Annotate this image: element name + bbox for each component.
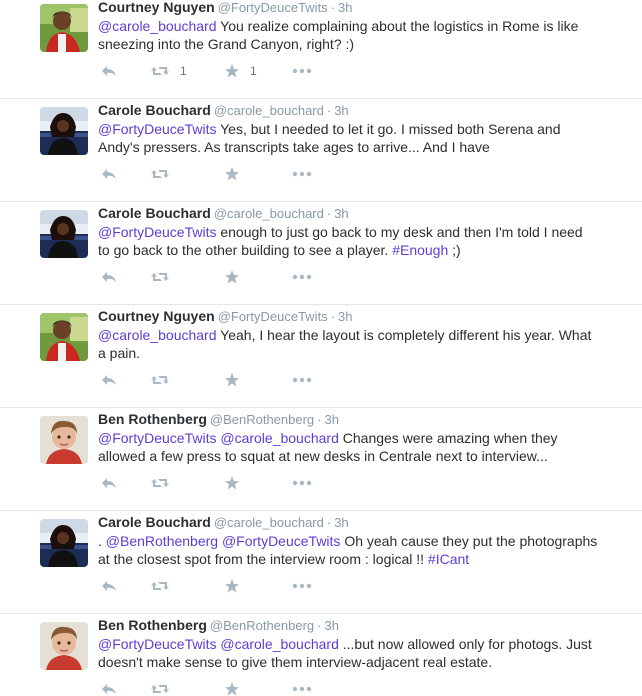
retweet-icon (150, 476, 170, 490)
avatar[interactable] (40, 416, 88, 464)
tweet-header (98, 616, 339, 635)
avatar[interactable] (40, 519, 88, 567)
more-options-icon (291, 67, 313, 75)
separator-dot: · (330, 0, 336, 15)
retweet-button[interactable] (150, 61, 187, 81)
text-segment: Andy's pressers. As transcripts take ages to arrive... And I have (98, 139, 490, 155)
reply-button[interactable] (100, 164, 118, 184)
tweet-actions (98, 267, 358, 287)
more-button[interactable] (291, 164, 313, 184)
tweet-header (98, 204, 349, 223)
more-button[interactable] (291, 370, 313, 390)
tweet-header (98, 0, 353, 17)
text-segment: enough to just go back to my desk and then I'm told I need (216, 224, 583, 240)
separator-dot: · (326, 103, 332, 118)
favorite-star-icon (224, 166, 240, 182)
mention-link[interactable]: @carole_bouchard (220, 636, 339, 652)
more-options-icon (291, 582, 313, 590)
tweet-text (98, 326, 608, 362)
tweet-header (98, 307, 353, 326)
reply-icon (100, 167, 118, 181)
avatar[interactable] (40, 107, 88, 155)
tweet-timestamp[interactable]: 3h (338, 309, 353, 324)
favorite-button[interactable] (224, 576, 240, 596)
mention-link[interactable]: @FortyDeuceTwits (221, 533, 341, 549)
avatar-photo (40, 4, 88, 52)
more-options-icon (291, 685, 313, 693)
separator-dot: · (326, 515, 332, 530)
text-segment: sneezing into the Grand Canyon, right? :) (98, 36, 355, 52)
more-button[interactable] (291, 576, 313, 596)
more-button[interactable] (291, 61, 313, 81)
retweet-icon (150, 167, 170, 181)
favorite-star-icon (224, 372, 240, 388)
retweet-button[interactable] (150, 370, 170, 390)
favorite-star-icon (224, 681, 240, 696)
tweet-item[interactable] (0, 202, 642, 305)
more-button[interactable] (291, 267, 313, 287)
favorite-count: 1 (250, 64, 257, 78)
more-options-icon (291, 376, 313, 384)
more-button[interactable] (291, 679, 313, 696)
avatar-photo (40, 210, 88, 258)
tweet-text-line (98, 550, 608, 568)
retweet-button[interactable] (150, 679, 170, 696)
avatar-photo (40, 519, 88, 567)
text-segment: Yes, but I needed to let it go. I missed both Serena and (216, 121, 561, 137)
text-segment: Oh yeah cause they put the photographs (340, 533, 598, 549)
retweet-button[interactable] (150, 164, 170, 184)
reply-icon (100, 64, 118, 78)
avatar-photo (40, 622, 88, 670)
reply-icon (100, 579, 118, 593)
favorite-button[interactable] (224, 164, 240, 184)
separator-dot: · (330, 309, 336, 324)
text-segment: ...but now allowed only for photogs. Just (338, 636, 592, 652)
tweet-actions (98, 679, 358, 696)
tweet-text (98, 17, 608, 53)
mention-link[interactable]: @FortyDeuceTwits (98, 636, 217, 652)
tweet-header (98, 513, 349, 532)
retweet-count: 1 (180, 64, 187, 78)
tweet-item[interactable] (0, 614, 642, 696)
author-handle[interactable]: @carole_bouchard (213, 103, 324, 118)
tweet-actions (98, 370, 358, 390)
text-segment: Yeah, I hear the layout is completely different his year. What (216, 327, 592, 343)
tweet-item[interactable] (0, 511, 642, 614)
avatar-photo (40, 313, 88, 361)
tweet-timestamp[interactable]: 3h (334, 103, 349, 118)
tweet-actions (98, 61, 358, 81)
mention-link[interactable]: @FortyDeuceTwits (98, 430, 217, 446)
author-handle[interactable]: @BenRothenberg (209, 618, 315, 633)
reply-button[interactable] (100, 61, 118, 81)
favorite-star-icon (224, 475, 240, 491)
tweet-timestamp[interactable]: 3h (334, 206, 349, 221)
more-button[interactable] (291, 473, 313, 493)
avatar[interactable] (40, 210, 88, 258)
favorite-button[interactable] (224, 679, 240, 696)
mention-link[interactable]: @carole_bouchard (98, 18, 217, 34)
retweet-icon (150, 373, 170, 387)
favorite-button[interactable] (224, 267, 240, 287)
retweet-icon (150, 270, 170, 284)
avatar[interactable] (40, 4, 88, 52)
author-handle[interactable]: @FortyDeuceTwits (217, 309, 328, 324)
tweet-text-line (98, 635, 608, 653)
tweet-text-line (98, 223, 608, 241)
tweet-text (98, 635, 608, 671)
tweet-actions (98, 576, 358, 596)
retweet-button[interactable] (150, 267, 170, 287)
tweet-timestamp[interactable]: 3h (338, 0, 353, 15)
hashtag-link[interactable]: #Enough (392, 242, 449, 258)
reply-button[interactable] (100, 267, 118, 287)
more-options-icon (291, 273, 313, 281)
favorite-star-icon (224, 269, 240, 285)
tweet-item[interactable] (0, 0, 642, 99)
tweet-text-line (98, 120, 608, 138)
author-fullname[interactable]: Carole Bouchard (98, 205, 211, 221)
tweet-text-line (98, 532, 608, 550)
reply-icon (100, 682, 118, 696)
reply-button[interactable] (100, 576, 118, 596)
tweet-text (98, 223, 608, 259)
tweet-item[interactable] (0, 408, 642, 511)
hashtag-link[interactable]: #ICant (427, 551, 470, 567)
author-fullname[interactable]: Ben Rothenberg (98, 617, 207, 633)
reply-icon (100, 476, 118, 490)
reply-button[interactable] (100, 679, 118, 696)
avatar-photo (40, 107, 88, 155)
author-fullname[interactable]: Courtney Nguyen (98, 308, 215, 324)
mention-link[interactable]: @carole_bouchard (98, 327, 217, 343)
author-handle[interactable]: @carole_bouchard (213, 515, 324, 530)
tweet-text-line (98, 429, 608, 447)
mention-link[interactable]: @carole_bouchard (220, 430, 339, 446)
separator-dot: · (317, 618, 322, 633)
retweet-button[interactable] (150, 473, 170, 493)
separator-dot: · (326, 206, 332, 221)
text-segment: allowed a few press to squat at new desks in Centrale next to interview... (98, 448, 548, 464)
retweet-button[interactable] (150, 576, 170, 596)
tweet-text-line (98, 653, 608, 671)
mention-link[interactable]: @FortyDeuceTwits (98, 121, 217, 137)
more-options-icon (291, 170, 313, 178)
author-fullname[interactable]: Courtney Nguyen (98, 0, 215, 15)
more-options-icon (291, 479, 313, 487)
text-segment: doesn't make sense to give them interview-adjacent real estate. (98, 654, 493, 670)
text-segment: at the closest spot from the interview room : logical !! (98, 551, 428, 567)
tweet-item[interactable] (0, 99, 642, 202)
favorite-star-icon (224, 63, 240, 79)
avatar[interactable] (40, 313, 88, 361)
tweet-text (98, 120, 608, 156)
tweet-timestamp[interactable]: 3h (324, 618, 339, 633)
retweet-icon (150, 64, 170, 78)
retweet-icon (150, 579, 170, 593)
author-fullname[interactable]: Carole Bouchard (98, 102, 211, 118)
author-handle[interactable]: @BenRothenberg (209, 412, 315, 427)
text-segment: Changes were amazing when they (338, 430, 558, 446)
text-segment: a pain. (98, 345, 141, 361)
tweet-actions (98, 164, 358, 184)
tweet-text-line (98, 35, 608, 53)
tweet-text (98, 429, 608, 465)
text-segment: ;) (448, 242, 461, 258)
mention-link[interactable]: @FortyDeuceTwits (98, 224, 217, 240)
tweet-item[interactable] (0, 305, 642, 408)
text-segment: You realize complaining about the logistics in Rome is like (216, 18, 579, 34)
tweet-text-line (98, 138, 608, 156)
tweet-header (98, 101, 349, 120)
favorite-button[interactable] (224, 61, 257, 81)
tweet-text-line (98, 326, 608, 344)
tweet-timestamp[interactable]: 3h (334, 515, 349, 530)
tweet-timestamp[interactable]: 3h (324, 412, 339, 427)
author-handle[interactable]: @FortyDeuceTwits (217, 0, 328, 15)
tweet-text (98, 532, 608, 568)
tweet-header (98, 410, 339, 429)
tweet-text-line (98, 344, 608, 362)
text-segment: to go back to the other building to see a player. (98, 242, 393, 258)
mention-link[interactable]: @BenRothenberg (105, 533, 219, 549)
reply-icon (100, 270, 118, 284)
text-segment: . (98, 533, 106, 549)
author-handle[interactable]: @carole_bouchard (213, 206, 324, 221)
reply-button[interactable] (100, 473, 118, 493)
retweet-icon (150, 682, 170, 696)
reply-button[interactable] (100, 370, 118, 390)
separator-dot: · (317, 412, 322, 427)
reply-icon (100, 373, 118, 387)
favorite-button[interactable] (224, 370, 240, 390)
author-fullname[interactable]: Carole Bouchard (98, 514, 211, 530)
avatar[interactable] (40, 622, 88, 670)
tweet-text-line (98, 447, 608, 465)
tweet-actions (98, 473, 358, 493)
favorite-star-icon (224, 578, 240, 594)
author-fullname[interactable]: Ben Rothenberg (98, 411, 207, 427)
tweet-text-line (98, 17, 608, 35)
favorite-button[interactable] (224, 473, 240, 493)
tweet-text-line (98, 241, 608, 259)
avatar-photo (40, 416, 88, 464)
